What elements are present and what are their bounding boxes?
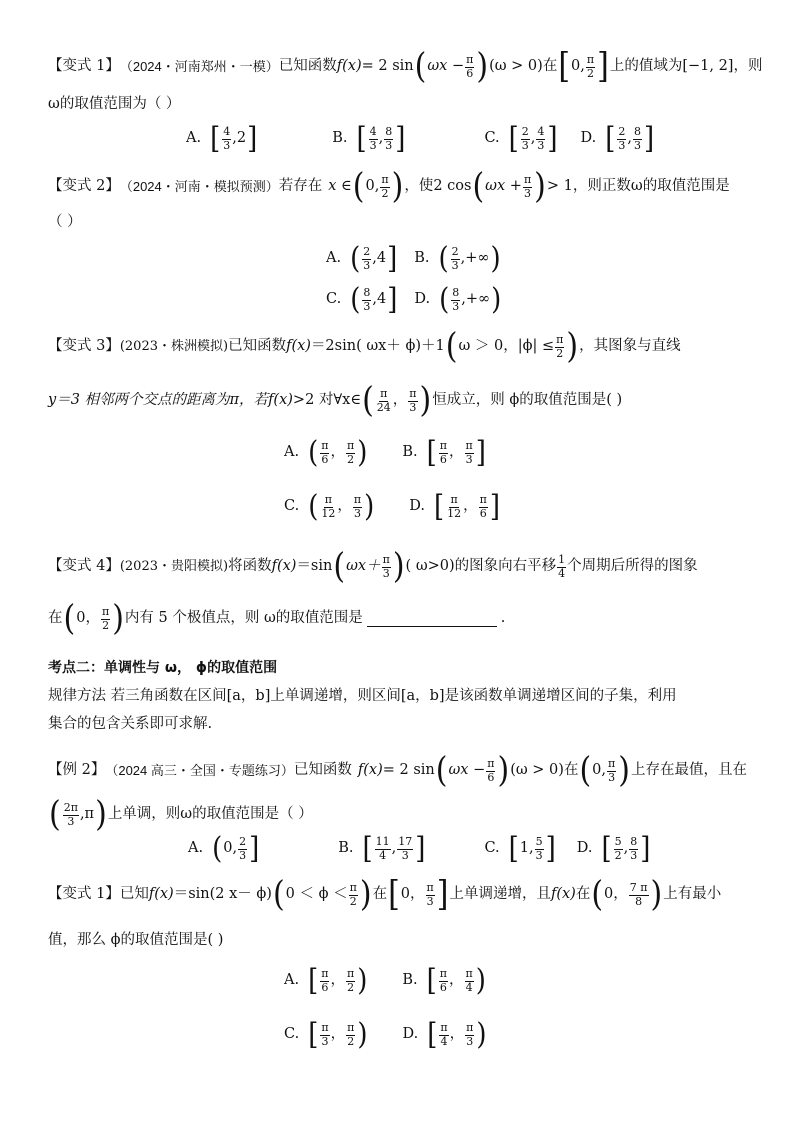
v5-choices-row2 [284,1017,487,1053]
v3-eq: ＝2sin( ωx＋ ϕ)＋1 [310,338,445,355]
v5-line2 [48,932,754,949]
v1-choice-d[interactable]: D. [ $\frac{2}{3}$ , $\frac{8}{3}$ ] [580,121,655,157]
v1-stem: 已知函数 [278,58,337,75]
v3-source: (2023・株洲模拟) [119,339,229,355]
v5-stem: 已知 [119,886,149,903]
v1-in: 在 [542,58,558,75]
v2-tag: 【变式 2】 [48,178,120,195]
v5-in: 在 [372,886,388,903]
ex2-eq: = 2 sin [382,762,435,779]
v4-line2: 在 ( 0， $\frac{\pi}{2}$ ) 内有 5 个极值点，则 ω的取值范围是 . [48,598,506,639]
section-rule1: 规律方法 若三角函数在区间[a，b]上单调递增，则区间[a，b]是该函数单调递增区间的子集，利用 [48,688,677,704]
v1-bracket-close: ] [597,46,609,87]
ex2-pi2: ,π [79,806,95,823]
v3-choice-b[interactable]: B. [ $\frac{\pi}{6}$ ， $\frac{\pi}{3}$ ] [402,435,486,471]
v1-range-text: 上的值域为 [609,58,683,75]
v2-line1: 【变式 2】 （2024・河南・模拟预测） 若存在 x ∈ ( 0, $\frac{\pi}{2}$ ) ，使 2 cos ( ωx + $\frac{\pi}{3}$ ) > 1 ，则正数ω的取值范围是 [48,166,730,207]
v3-tail: ，其图象与直线 [579,338,681,355]
v5-mid: 上单调递增，且 [449,886,551,903]
ex2-source: （2024 高三・全国・专题练习） [105,763,294,779]
v1-range-val: [−1, 2] [682,58,734,75]
v2-cos: 2 cos [433,178,472,195]
v1-tail: ，则 [733,58,763,75]
v4-tag: 【变式 4】 [48,558,120,575]
v2-xin: x ∈ [328,178,352,195]
v1-line2 [48,96,754,113]
v2-choice-a[interactable]: A. ( $\frac{2}{3}$ ,4 ] [326,241,398,277]
section-rule-line1 [48,688,754,705]
v1-frac-pi6: $\frac{\pi}{6}$ [466,53,474,80]
v5-tail: 上有最小 [663,886,722,903]
v1-tag: 【变式 1】 [48,58,120,75]
ex2-choices [188,831,651,867]
ex2-line2b: 上单调，则ω的取值范围是（ ） [107,806,313,823]
ex2-choice-a[interactable]: A. ( 0, $\frac{2}{3}$ ] [188,831,260,867]
v3-frac-pi2: $\frac{\pi}{2}$ [556,333,564,360]
v4-omx: ωx＋ [346,558,381,575]
ex2-frac-2pi3: $\frac{2\pi}{3}$ [63,801,78,828]
section-heading-text: 考点二：单调性与 ω， ϕ的取值范围 [48,660,278,676]
v2-frac-pi2: $\frac{\pi}{2}$ [381,173,389,200]
v5-choice-d[interactable]: D. [ $\frac{\pi}{4}$ ， $\frac{\pi}{3}$ ) [402,1017,487,1053]
v1-choice-c[interactable]: C. [ $\frac{2}{3}$ , $\frac{4}{3}$ ] [484,121,558,157]
v1-source: （2024・河南郑州・一模） [119,59,279,75]
v2-comma: ，使 [404,178,434,195]
v2-choice-d[interactable]: D. ( $\frac{8}{3}$ ,+∞ ) [414,282,502,318]
v4-tail: 个周期后所得的图象 [567,558,698,575]
ex2-choice-d[interactable]: D. [ $\frac{5}{2}$ , $\frac{8}{3}$ ] [576,831,651,867]
ex2-choice-b[interactable]: B. [ $\frac{11}{4}$ , $\frac{17}{3}$ ] [338,831,426,867]
v3-fx2: f(x) [268,392,293,409]
v4-period: . [500,610,506,627]
v4-answer-blank[interactable] [367,612,497,627]
v1-choices [186,121,655,157]
v1-frac-pi2: $\frac{\pi}{2}$ [586,53,595,80]
v5-line2-text: 值，那么 ϕ的取值范围是( ) [48,932,224,948]
v4-line1: 【变式 4】 (2023・贵阳模拟) 将函数 f(x) ＝sin ( ωx＋ $\frac{\pi}{3}$ ) ( ω>0)的图象向右平移 $\frac{1}{4}$ 个周期后所得的图象 [48,546,698,587]
ex2-tag: 【例 2】 [48,762,106,779]
v2-tail: ，则正数ω的取值范围是 [572,178,730,195]
ex2-choice-c[interactable]: C. [ 1, $\frac{5}{3}$ ] [484,831,556,867]
v2-choice-c[interactable]: C. ( $\frac{8}{3}$ ,4 ] [326,282,398,318]
v1-bracket-open: [ [558,46,571,87]
v1-choice-b[interactable]: B. [ $\frac{4}{3}$ , $\frac{8}{3}$ ] [332,121,406,157]
ex2-in: 在 [563,762,579,779]
v5-eq: ＝sin(2 x－ ϕ) [173,886,272,903]
ex2-line1: 【例 2】 （2024 高三・全国・专题练习） 已知函数 f(x) = 2 sin ( ωx − $\frac{\pi}{6}$ ) (ω > 0) 在 ( 0, $\frac{\pi}{3}$ ) 上存在最值，且在 [48,750,747,791]
v3-cond: ω ＞ 0，|ϕ| ≤ [458,338,555,355]
v2-stem: 若存在 [278,178,323,195]
v5-zero2: 0， [604,886,628,903]
v5-fx: f(x) [148,886,174,903]
ex2-omx: ωx − [448,762,486,779]
v3-choices-row1 [284,435,487,471]
v1-zero: 0 [571,58,581,75]
v3-line1: 【变式 3】 (2023・株洲模拟) 已知函数 f(x) ＝2sin( ωx＋ ϕ)＋1 ( ω ＞ 0，|ϕ| ≤ $\frac{\pi}{2}$ ) ，其图象与直线 [48,326,681,367]
v1-eq: = 2 sin [361,58,414,75]
v5-zero: 0， [400,886,425,903]
v5-fx2: f(x) [550,886,576,903]
v4-line2a: 在 [48,610,63,627]
v4-frac-pi2: $\frac{\pi}{2}$ [101,605,110,632]
v3-stem: 已知函数 [228,338,287,355]
v3-frac-pi24: $\frac{\pi}{24}$ [376,387,391,414]
ex2-frac-pi6: $\frac{\pi}{6}$ [487,757,495,784]
v2-gt: > 1 [546,178,573,195]
ex2-fx: f(x) [357,762,383,779]
v5-frac-pi2: $\frac{\pi}{2}$ [349,881,357,908]
v5-choice-a[interactable]: A. [ $\frac{\pi}{6}$ ， $\frac{\pi}{2}$ ) [284,963,368,999]
v2-source: （2024・河南・模拟预测） [119,179,279,195]
v4-frac-1-4: $\frac{1}{4}$ [558,553,566,580]
v4-eq: ＝sin [296,558,333,575]
v3-choice-d[interactable]: D. [ $\frac{\pi}{12}$ ， $\frac{\pi}{6}$ ] [409,489,500,525]
v5-choice-b[interactable]: B. [ $\frac{\pi}{6}$ ， $\frac{\pi}{4}$ ) [402,963,486,999]
v3-line2a: y＝3 相邻两个交点的距离为π，若 [48,392,269,409]
ex2-tail: 上存在最值，且在 [630,762,747,779]
v5-line1: 【变式 1】 已知 f(x) ＝sin(2 x－ ϕ) ( 0 ＜ ϕ ＜ $\frac{\pi}{2}$ ) 在 [ 0， $\frac{\pi}{3}$ ] 上单调递增，且 f(x) 在 ( 0， $\frac{7 \pi}{8}$ ) 上有最小 [48,874,722,915]
v4-source: (2023・贵阳模拟) [119,559,229,575]
v3-frac-pi3: $\frac{\pi}{3}$ [409,387,417,414]
v5-in2: 在 [575,886,591,903]
v3-line2b: >2 对∀x∈ [292,392,362,409]
v2-line2-text: （ ） [48,214,82,230]
ex2-zero: 0, [592,762,606,779]
v4-fx: f(x) [271,558,297,575]
ex2-cond: (ω > 0) [510,762,564,779]
v2-choices-row1 [326,241,502,277]
ex2-stem: 已知函数 [293,762,352,779]
v1-omx: ωx − [427,58,465,75]
v3-line2: y＝3 相邻两个交点的距离为π，若 f(x) >2 对∀x∈ ( $\frac{\pi}{24}$ ， $\frac{\pi}{3}$ ) 恒成立，则 ϕ的取值范围是( ) [48,380,623,421]
v4-stem: 将函数 [228,558,272,575]
v5-frac-7pi8: $\frac{7 \pi}{8}$ [629,881,648,908]
v3-choices-row2 [284,489,501,525]
section-rule-line2 [48,716,754,733]
v5-tag: 【变式 1】 [48,886,120,903]
section-rule2: 集合的包含关系即可求解. [48,716,213,732]
section-heading [48,660,754,677]
v1-choice-a[interactable]: A. [ $\frac{4}{3}$ ,2 ] [186,121,258,157]
v3-choice-a[interactable]: A. ( $\frac{\pi}{6}$ ， $\frac{\pi}{2}$ ) [284,435,368,471]
v5-frac-pi3: $\frac{\pi}{3}$ [426,881,434,908]
ex2-frac-pi3: $\frac{\pi}{3}$ [608,757,616,784]
v2-line2 [48,214,754,231]
v5-cond: 0 ＜ ϕ ＜ [285,886,348,903]
v4-line2b: 内有 5 个极值点，则 ω的取值范围是 [124,610,363,627]
v4-frac-pi3: $\frac{\pi}{3}$ [382,553,390,580]
v2-choice-b[interactable]: B. ( $\frac{2}{3}$ ,+∞ ) [414,241,501,277]
v4-cond: ( ω>0)的图象向右平移 [405,558,557,575]
v3-fx: f(x) [286,338,311,355]
v1-paren-close: ) [476,46,489,87]
v5-choices-row1 [284,963,487,999]
v3-tag: 【变式 3】 [48,338,120,355]
v1-line1: 【变式 1】 （2024・河南郑州・一模） 已知函数 f(x) = 2 sin ( ωx − $\frac{\pi}{6}$ ) (ω > 0) 在 [ 0 , $\frac{\pi}{2}$ ] 上的值域为 [−1, 2] ，则 [48,46,763,87]
v5-choice-c[interactable]: C. [ $\frac{\pi}{3}$ ， $\frac{\pi}{2}$ ) [284,1017,368,1053]
v1-line2-text: ω的取值范围为（ ） [48,96,181,112]
v2-choices-row2 [326,282,502,318]
v3-line2c: 恒成立，则 ϕ的取值范围是( ) [432,392,623,409]
v1-paren-open: ( [414,46,427,87]
v2-zero: 0, [365,178,380,195]
v1-fx: f(x) [336,58,362,75]
v3-choice-c[interactable]: C. ( $\frac{\pi}{12}$ ， $\frac{\pi}{3}$ ) [284,489,375,525]
v4-zero: 0， [76,610,100,627]
v1-cond: (ω > 0) [489,58,543,75]
ex2-line2: ( $\frac{2\pi}{3}$ ,π ) 上单调，则ω的取值范围是（ ） [49,794,313,835]
v2-frac-pi3: $\frac{\pi}{3}$ [523,173,532,200]
v2-omx: ωx + [485,178,522,195]
